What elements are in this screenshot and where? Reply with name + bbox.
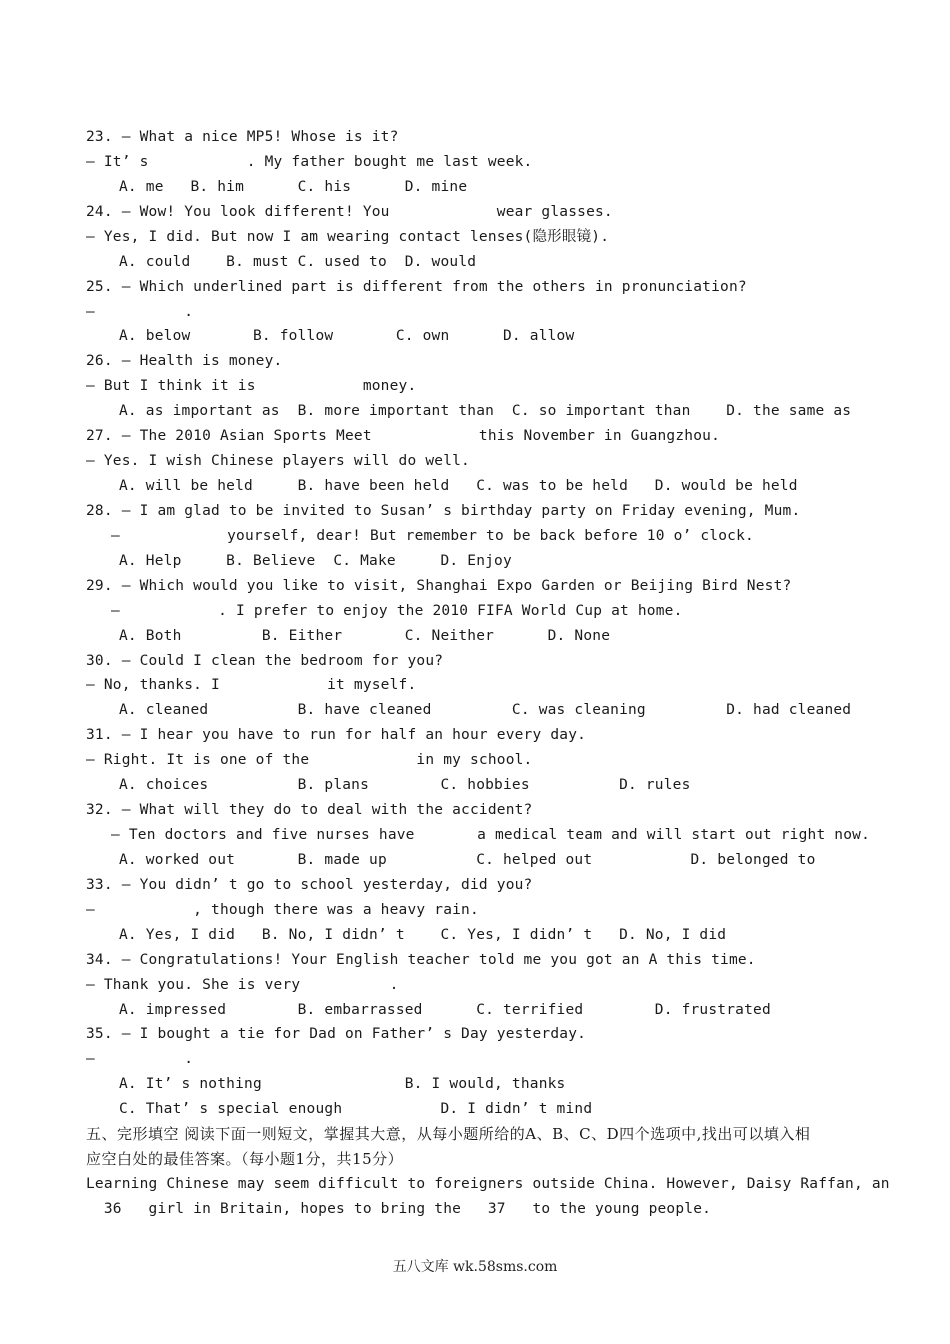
text-line: — . I prefer to enjoy the 2010 FIFA World Cup at home. [111,602,683,619]
text-line: — No, thanks. I it myself. [86,677,417,694]
text-line: 35. — I bought a tie for Dad on Father’ s Day yesterday. [86,1026,587,1043]
text-line: — Right. It is one of the in my school. [86,752,533,769]
text-line: — . [86,1051,194,1068]
answer-options-line: A. as important as B. more important than C. so important than D. the same as [119,403,852,420]
text-line: — But I think it is money. [86,378,417,395]
text-line: 24. — Wow! You look different! You wear glasses. [86,203,613,220]
text-line: 30. — Could I clean the bedroom for you? [86,652,444,669]
text-line: — . [86,303,194,320]
text-line: — Thank you. She is very . [86,976,399,993]
answer-options-line: A. below B. follow C. own D. allow [119,328,575,345]
text-line: — Ten doctors and five nurses have a medical team and will start out right now. [111,827,871,844]
text-line: 26. — Health is money. [86,353,283,370]
answer-options-line: A. cleaned B. have cleaned C. was cleaning D. had cleaned [119,702,852,719]
text-line: — It’ s . My father bought me last week. [86,153,533,170]
text-line: 31. — I hear you have to run for half an hour every day. [86,727,587,744]
answer-options-line: A. could B. must C. used to D. would [119,253,477,270]
answer-options-line: A. impressed B. embarrassed C. terrified D. frustrated [119,1001,771,1018]
answer-options-line: A. It’ s nothing B. I would, thanks [119,1076,566,1093]
text-line: 五、完形填空 阅读下面一则短文，掌握其大意，从每小题所给的A、B、C、D四个选项中,找出可以填入相 [86,1125,811,1144]
text-line: 应空白处的最佳答案。（每小题1分，共15分） [86,1150,404,1169]
answer-options-line: C. That’ s special enough D. I didn’ t mind [119,1101,593,1118]
text-line: 27. — The 2010 Asian Sports Meet this November in Guangzhou. [86,428,721,445]
answer-options-line: A. choices B. plans C. hobbies D. rules [119,777,691,794]
answer-options-line: A. Help B. Believe C. Make D. Enjoy [119,552,512,569]
text-line: — , though there was a heavy rain. [86,901,479,918]
answer-options-line: A. worked out B. made up C. helped out D. belonged to [119,851,816,868]
text-line: Learning Chinese may seem difficult to foreigners outside China. However, Daisy Raffan, an [86,1176,890,1193]
answer-options-line: A. will be held B. have been held C. was to be held D. would be held [119,478,798,495]
text-line: 29. — Which would you like to visit, Shanghai Expo Garden or Beijing Bird Nest? [86,577,792,594]
text-line: — Yes, I did. But now I am wearing contact lenses(隐形眼镜). [86,228,610,245]
text-line: 36 girl in Britain, hopes to bring the 37 to the young people. [86,1200,712,1217]
answer-options-line: A. Both B. Either C. Neither D. None [119,627,611,644]
text-line: 23. — What a nice MP5! Whose is it? [86,129,399,145]
text-line: 34. — Congratulations! Your English teacher told me you got an A this time. [86,951,756,968]
text-line: 28. — I am glad to be invited to Susan’ s birthday party on Friday evening, Mum. [86,502,801,519]
text-line: 25. — Which underlined part is different from the others in pronunciation? [86,278,747,295]
page-footer: 五八文库 wk.58sms.com [392,1259,558,1275]
answer-options-line: A. me B. him C. his D. mine [119,178,468,195]
text-line: — yourself, dear! But remember to be back before 10 o’ clock. [111,527,754,544]
text-line: 33. — You didn’ t go to school yesterday, did you? [86,876,533,893]
text-line: — Yes. I wish Chinese players will do well. [86,453,470,470]
text-line: 32. — What will they do to deal with the accident? [86,802,533,819]
answer-options-line: A. Yes, I did B. No, I didn’ t C. Yes, I didn’ t D. No, I did [119,926,727,943]
